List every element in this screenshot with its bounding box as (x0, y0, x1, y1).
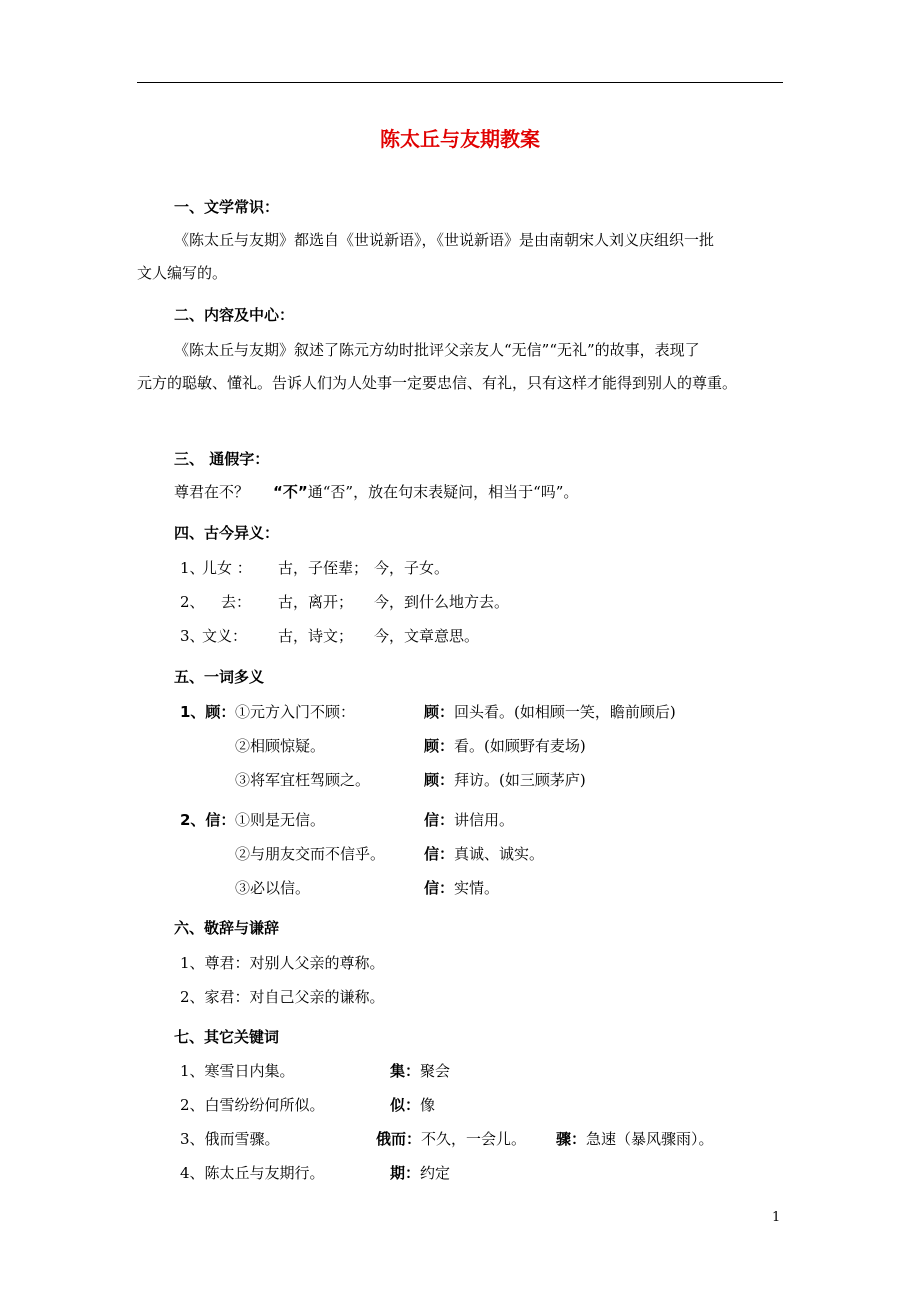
section-1-text: 文人编写的。 (137, 264, 228, 282)
keyword-def-line (376, 1129, 526, 1149)
polysemy-def: 拜访。(如三顾茅庐) (454, 771, 586, 789)
keyword-def: 不久，一会儿。 (421, 1130, 527, 1148)
polysemy-example: ②与朋友交而不信乎。 (235, 845, 386, 863)
keyword-def-line (390, 1095, 435, 1115)
gujin-new: 今，到什么地方去。 (374, 593, 510, 611)
polysemy-example: ②相顾惊疑。 (235, 737, 326, 755)
keyword-key: 俄而： (376, 1130, 422, 1148)
tongjia-char: “不” (273, 483, 308, 501)
polysemy-def: 回头看。(如相顾一笑，瞻前顾后) (454, 703, 676, 721)
gujin-num: 1、 (180, 559, 205, 577)
polysemy-key: 顾： (424, 703, 455, 721)
polysemy-def: 看。(如顾野有麦场) (454, 737, 586, 755)
section-2-text: 元方的聪敏、懂礼。告诉人们为人处事一定要忠信、有礼，只有这样才能得到别人的尊重。 (137, 374, 738, 392)
polysemy-key: 顾： (424, 737, 455, 755)
section-heading-1: 一、文学常识： (174, 198, 280, 216)
polysemy-key: 信： (424, 845, 455, 863)
gujin-word: 文义： (202, 627, 248, 645)
polysemy-example: ③必以信。 (235, 879, 311, 897)
polysemy-example: ③将军宜枉驾顾之。 (235, 771, 371, 789)
polysemy-example: ①则是无信。 (235, 811, 326, 829)
section-1-text: 《陈太丘与友期》都选自《世说新语》，《世说新语》是由南朝宋人刘义庆组织一批 (174, 231, 715, 249)
keyword-def: 急速（暴风骤雨）。 (586, 1130, 714, 1148)
keyword-def: 像 (420, 1096, 436, 1114)
keyword-key: 集： (390, 1062, 421, 1080)
polysemy-def-line (424, 844, 544, 864)
polysemy-key: 信： (424, 811, 455, 829)
keyword-key: 骤： (556, 1130, 587, 1148)
polysemy-key: 信： (424, 879, 455, 897)
page-number: 1 (772, 1210, 781, 1225)
tongjia-line (174, 482, 578, 502)
gujin-old: 古，离开； (278, 593, 354, 611)
section-heading-6: 六、敬辞与谦辞 (174, 919, 280, 937)
polysemy-def: 真诚、诚实。 (454, 845, 545, 863)
section-2-text: 《陈太丘与友期》叙述了陈元方幼时批评父亲友人“无信”“无礼”的故事，表现了 (174, 341, 700, 359)
keyword-def-line (390, 1163, 450, 1183)
gujin-word: 去： (221, 593, 252, 611)
polysemy-example: ①元方入门不顾： (235, 703, 356, 721)
keyword-def-line (556, 1129, 714, 1149)
keyword-example: 3、俄而雪骤。 (180, 1130, 280, 1148)
keyword-example: 1、寒雪日内集。 (180, 1062, 295, 1080)
section-heading-7: 七、其它关键词 (174, 1028, 280, 1046)
keyword-def: 约定 (420, 1164, 451, 1182)
page-title: 陈太丘与友期教案 (380, 127, 540, 151)
keyword-def: 聚会 (420, 1062, 451, 1080)
header-rule (137, 82, 783, 83)
gujin-word: 儿女 ： (202, 559, 252, 577)
keyword-key: 期： (390, 1164, 421, 1182)
polysemy-label: 1、顾： (180, 703, 236, 721)
polysemy-def-line (424, 810, 514, 830)
tongjia-explain: 通“否”，放在句末表疑问，相当于“吗”。 (307, 483, 579, 501)
polysemy-label: 2、信： (180, 811, 236, 829)
polysemy-def-line (424, 736, 586, 756)
polysemy-def: 实情。 (454, 879, 500, 897)
gujin-num: 3、 (180, 627, 205, 645)
gujin-old: 古，诗文； (278, 627, 354, 645)
keyword-def-line (390, 1061, 450, 1081)
keyword-key: 似： (390, 1096, 421, 1114)
section-heading-5: 五、一词多义 (174, 668, 265, 686)
keyword-example: 2、白雪纷纷何所似。 (180, 1096, 325, 1114)
gujin-new: 今，文章意思。 (374, 627, 480, 645)
polysemy-def-line (424, 770, 586, 790)
honorific-item: 2、家君：对自己父亲的谦称。 (180, 988, 385, 1006)
section-heading-2: 二、内容及中心： (174, 306, 295, 324)
tongjia-sentence: 尊君在不？ (174, 483, 250, 501)
section-heading-4: 四、古今异义： (174, 524, 280, 542)
gujin-old: 古，子侄辈； (278, 559, 369, 577)
section-heading-3: 三、 通假字： (174, 450, 270, 468)
polysemy-def-line (424, 702, 676, 722)
polysemy-def: 讲信用。 (454, 811, 515, 829)
gujin-num: 2、 (180, 593, 205, 611)
keyword-example: 4、陈太丘与友期行。 (180, 1164, 325, 1182)
gujin-new: 今，子女。 (374, 559, 450, 577)
polysemy-def-line (424, 878, 499, 898)
honorific-item: 1、尊君：对别人父亲的尊称。 (180, 954, 385, 972)
polysemy-key: 顾： (424, 771, 455, 789)
